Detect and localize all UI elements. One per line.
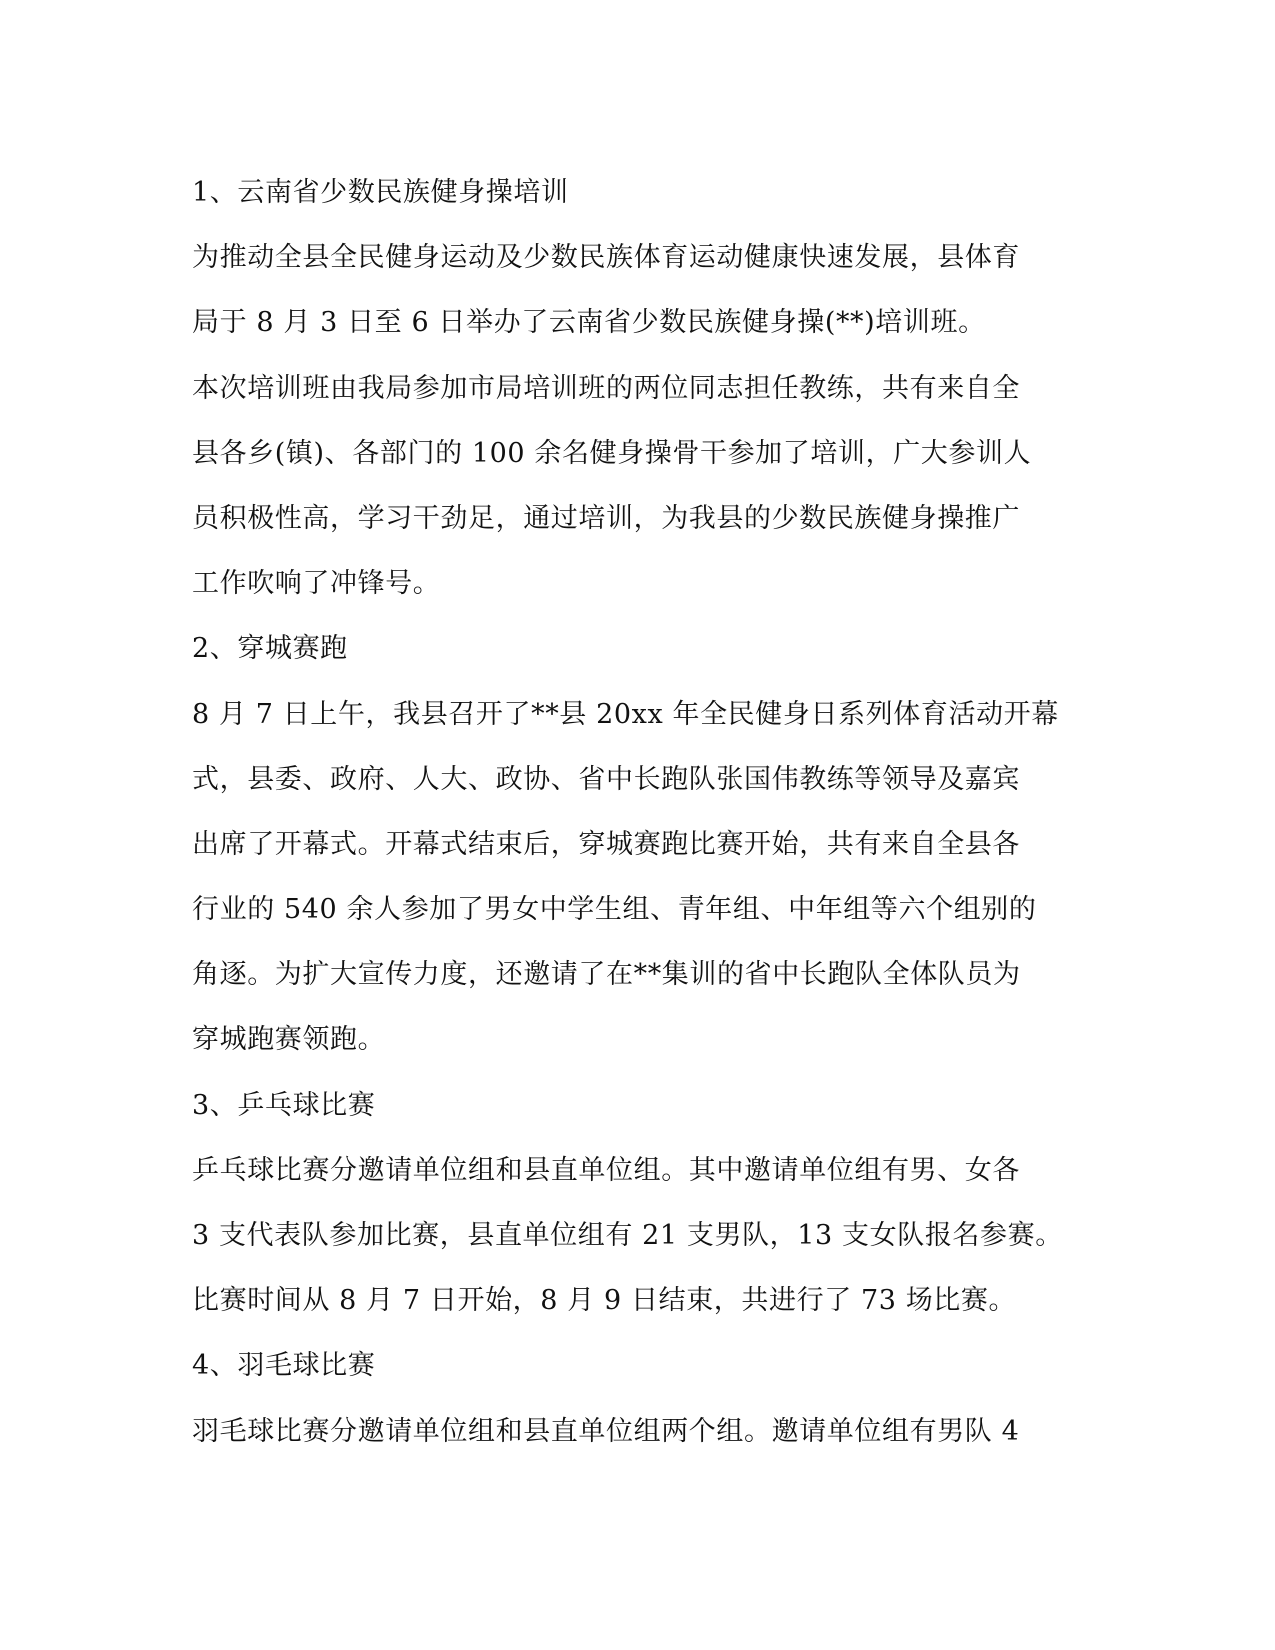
paragraph-line: 比赛时间从 8 月 7 日开始，8 月 9 日结束，共进行了 73 场比赛。 <box>192 1285 1017 1317</box>
document-body <box>192 160 1092 1464</box>
paragraph-line: 行业的 540 余人参加了男女中学生组、青年组、中年组等六个组别的 <box>192 894 1037 926</box>
section-heading-3: 3、乒乓球比赛 <box>192 1089 376 1121</box>
paragraph-line: 穿城跑赛领跑。 <box>192 1024 386 1056</box>
paragraph-line: 乒乓球比赛分邀请单位组和县直单位组。其中邀请单位组有男、女各 <box>192 1154 1020 1186</box>
paragraph-line: 员积极性高，学习干劲足，通过培训，为我县的少数民族健身操推广 <box>192 502 1020 534</box>
paragraph-line: 出席了开幕式。开幕式结束后，穿城赛跑比赛开始，共有来自全县各 <box>192 828 1020 860</box>
paragraph-line: 3 支代表队参加比赛，县直单位组有 21 支男队，13 支女队报名参赛。 <box>192 1220 1063 1251</box>
paragraph-line: 县各乡(镇)、各部门的 100 余名健身操骨干参加了培训，广大参训人 <box>192 437 1032 469</box>
paragraph-line: 角逐。为扩大宣传力度，还邀请了在**集训的省中长跑队全体队员为 <box>192 959 1021 991</box>
paragraph-line: 本次培训班由我局参加市局培训班的两位同志担任教练，共有来自全 <box>192 372 1020 404</box>
paragraph-line: 羽毛球比赛分邀请单位组和县直单位组两个组。邀请单位组有男队 4 <box>192 1415 1020 1447</box>
section-heading-1: 1、云南省少数民族健身操培训 <box>192 177 569 208</box>
paragraph-line: 局于 8 月 3 日至 6 日举办了云南省少数民族健身操(**)培训班。 <box>192 307 986 339</box>
paragraph-line: 工作吹响了冲锋号。 <box>192 568 441 600</box>
paragraph-line: 为推动全县全民健身运动及少数民族体育运动健康快速发展，县体育 <box>192 242 1020 274</box>
paragraph-line: 8 月 7 日上午，我县召开了**县 20xx 年全民健身日系列体育活动开幕 <box>192 698 1059 730</box>
section-heading-4: 4、羽毛球比赛 <box>192 1350 376 1382</box>
paragraph-line: 式，县委、政府、人大、政协、省中长跑队张国伟教练等领导及嘉宾 <box>192 763 1020 795</box>
section-heading-2: 2、穿城赛跑 <box>192 633 348 665</box>
